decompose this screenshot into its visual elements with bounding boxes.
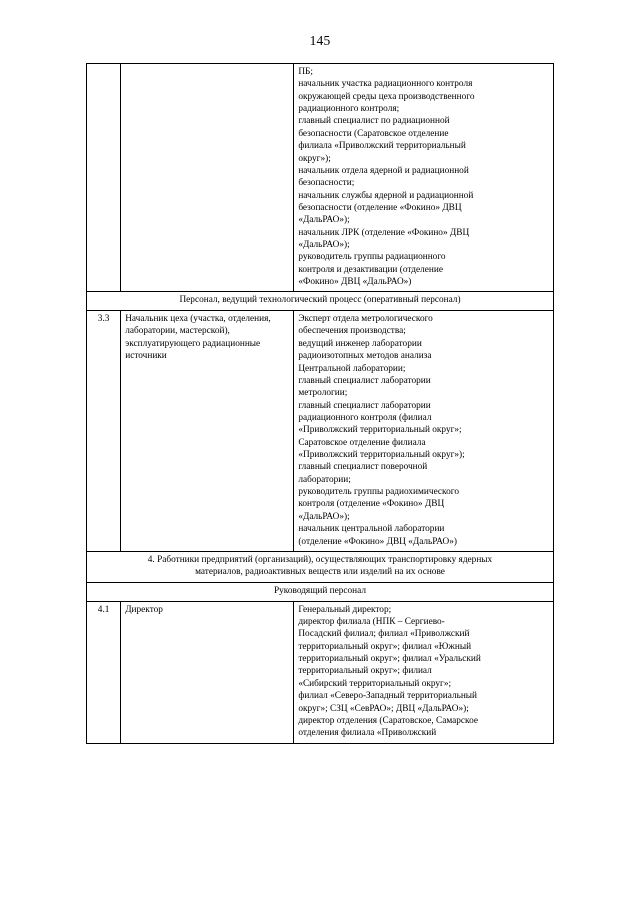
section-heading-line: 4. Работники предприятий (организаций), осуществляющих транспортировку ядерных xyxy=(147,554,493,565)
row-number-cell xyxy=(87,64,121,292)
detail-line: Эксперт отдела метрологического xyxy=(298,314,433,325)
row-number-cell: 3.3 xyxy=(87,311,121,552)
detail-line: обеспечения производства; xyxy=(298,326,406,337)
detail-line: Саратовское отделение филиала xyxy=(298,437,426,448)
position-line: эксплуатирующего радиационные xyxy=(125,338,261,349)
detail-line: отделения филиала «Приволжский xyxy=(298,728,437,739)
detail-line: «Приволжский территориальный округ»); xyxy=(298,450,465,461)
detail-line: Посадский филиал; филиал «Приволжский xyxy=(298,629,470,640)
detail-line: руководитель группы радиохимического xyxy=(298,487,459,498)
personnel-categories-table xyxy=(86,63,554,744)
section-heading-cell xyxy=(87,292,554,311)
row-position-cell xyxy=(121,64,294,292)
detail-line: начальник ЛРК (отделение «Фокино» ДВЦ xyxy=(298,227,470,238)
detail-line: «ДальРАО»); xyxy=(298,240,350,251)
detail-line: начальник отдела ядерной и радиационной xyxy=(298,165,469,176)
detail-line: ПБ; xyxy=(298,67,313,77)
detail-line: безопасности (Саратовское отделение xyxy=(298,128,449,139)
detail-line: директор отделения (Саратовское, Самарское xyxy=(298,715,478,726)
detail-line: руководитель группы радиационного xyxy=(298,252,446,263)
detail-line: директор филиала (НПК – Сергиево- xyxy=(298,617,445,628)
detail-line: начальник центральной лаборатории xyxy=(298,524,445,535)
table-section-heading-row xyxy=(87,292,554,311)
detail-line: ведущий инженер лаборатории xyxy=(298,338,422,349)
detail-line: территориальный округ»; филиал «Уральский xyxy=(298,654,481,665)
row-number-cell: 4.1 xyxy=(87,601,121,743)
detail-line: территориальный округ»; филиал xyxy=(298,666,432,677)
table-section-heading-row xyxy=(87,583,554,602)
detail-line: метрологии; xyxy=(298,388,348,399)
row-position-cell xyxy=(121,601,294,743)
section-heading-cell xyxy=(87,583,554,602)
detail-line: безопасности (отделение «Фокино» ДВЦ xyxy=(298,202,462,213)
detail-line: «Приволжский территориальный округ»; xyxy=(298,425,462,436)
position-line: Директор xyxy=(125,604,163,615)
table-row xyxy=(87,601,554,743)
table-section-heading-row xyxy=(87,551,554,582)
detail-line: радиационного контроля; xyxy=(298,104,400,115)
detail-line: территориальный округ»; филиал «Южный xyxy=(298,641,472,652)
detail-line: безопасности; xyxy=(298,178,355,189)
section-heading-line: Руководящий персонал xyxy=(273,586,366,597)
detail-line: окружающей среды цеха производственного xyxy=(298,91,475,102)
detail-line: «Сибирский территориальный округ»; xyxy=(298,678,452,689)
position-line: лаборатории, мастерской), xyxy=(125,326,230,337)
detail-line: главный специалист лаборатории xyxy=(298,375,431,386)
row-details-cell xyxy=(294,64,554,292)
detail-line: округ»; СЗЦ «СевРАО»; ДВЦ «ДальРАО»); xyxy=(298,703,469,714)
detail-line: филиала «Приволжский территориальный xyxy=(298,141,466,152)
position-line: Начальник цеха (участка, отделения, xyxy=(125,314,271,325)
detail-line: округ»); xyxy=(298,153,331,164)
detail-line: Центральной лаборатории; xyxy=(298,363,406,374)
section-heading-cell xyxy=(87,551,554,582)
detail-line: радиационного контроля (филиал xyxy=(298,412,432,423)
position-line: источники xyxy=(125,351,167,362)
detail-line: «ДальРАО»); xyxy=(298,215,350,226)
table-row xyxy=(87,64,554,292)
detail-line: главный специалист лаборатории xyxy=(298,400,431,411)
row-details-cell xyxy=(294,311,554,552)
row-position-cell xyxy=(121,311,294,552)
detail-line: контроля и дезактивации (отделение xyxy=(298,264,443,275)
detail-line: главный специалист по радиационной xyxy=(298,116,450,127)
detail-line: лаборатории; xyxy=(298,474,351,485)
section-heading-line: Персонал, ведущий технологический процесс (оперативный персонал) xyxy=(179,295,461,306)
detail-line: контроля (отделение «Фокино» ДВЦ xyxy=(298,499,445,510)
table-row xyxy=(87,311,554,552)
detail-line: начальник службы ядерной и радиационной xyxy=(298,190,474,201)
detail-line: начальник участка радиационного контроля xyxy=(298,79,473,90)
detail-line: радиоизотопных методов анализа xyxy=(298,351,432,362)
detail-line: филиал «Северо-Западный территориальный xyxy=(298,691,478,702)
row-details-cell xyxy=(294,601,554,743)
detail-line: «ДальРАО»); xyxy=(298,511,350,522)
page-number: 145 xyxy=(309,33,331,48)
detail-line: Генеральный директор; xyxy=(298,604,392,615)
detail-line: «Фокино» ДВЦ «ДальРАО») xyxy=(298,277,412,288)
section-heading-line: материалов, радиоактивных веществ или изделий на их основе xyxy=(195,567,445,578)
detail-line: (отделение «Фокино» ДВЦ «ДальРАО») xyxy=(298,536,457,547)
detail-line: главный специалист поверочной xyxy=(298,462,428,473)
